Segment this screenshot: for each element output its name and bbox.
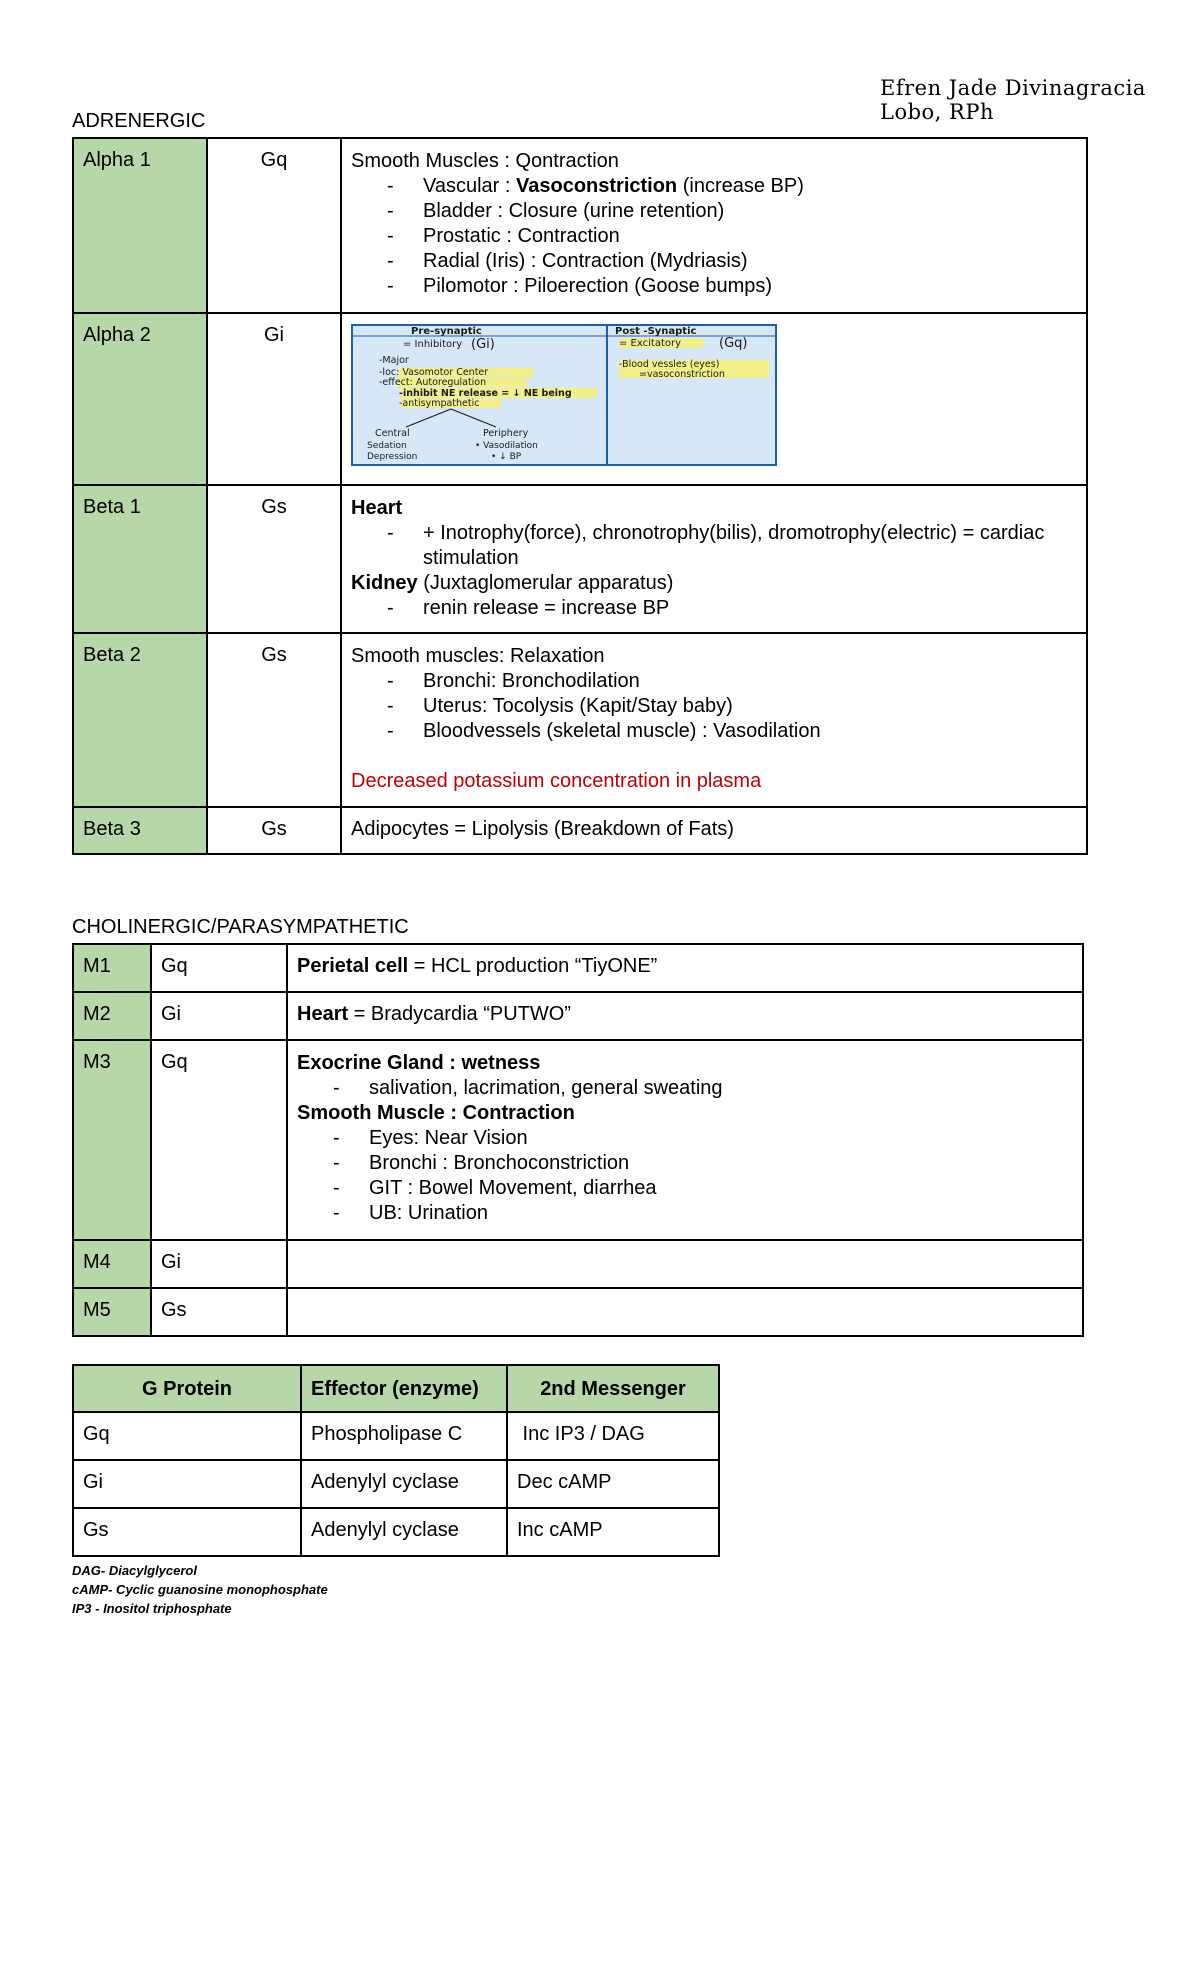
smooth-muscle-list xyxy=(297,1126,1073,1226)
receptor-cell: Alpha 1 xyxy=(73,138,207,313)
heart-list xyxy=(351,521,1077,571)
beta2-list xyxy=(351,669,1077,744)
effect-cell xyxy=(341,485,1087,633)
table-row xyxy=(73,1412,719,1460)
column-header: Effector (enzyme) xyxy=(301,1365,507,1412)
gprotein-table xyxy=(72,1364,720,1557)
cholinergic-table xyxy=(72,943,1084,1337)
effect-cell: Perietal cell = HCL production “TiyONE” xyxy=(287,944,1083,992)
table-row xyxy=(73,1288,1083,1336)
alpha2-diagram-cell xyxy=(341,313,1087,485)
footnote: DAG- Diacylglycerol xyxy=(72,1563,197,1578)
heart-heading: Heart xyxy=(351,497,403,519)
sedation-label: Sedation xyxy=(367,441,407,451)
protein-cell: Gq xyxy=(151,1040,287,1240)
table-cell: Phospholipase C xyxy=(301,1412,507,1460)
receptor-cell: M4 xyxy=(73,1240,151,1288)
table-cell: Gi xyxy=(73,1460,301,1508)
alpha2-diagram xyxy=(351,324,777,466)
table-cell: Gq xyxy=(73,1412,301,1460)
kidney-heading: Kidney (Juxtaglomerular apparatus) xyxy=(351,572,674,594)
periphery-label: Periphery xyxy=(483,428,529,439)
receptor-cell: M3 xyxy=(73,1040,151,1240)
footnote: cAMP- Cyclic guanosine monophosphate xyxy=(72,1582,328,1597)
pre-anti: -antisympathetic xyxy=(399,398,480,409)
table-row xyxy=(73,992,1083,1040)
table-row xyxy=(73,138,1087,313)
list-item: - Uterus: Tocolysis (Kapit/Stay baby) xyxy=(387,694,1077,719)
table-cell: Dec cAMP xyxy=(507,1460,719,1508)
list-item: - Vascular : Vasoconstriction (increase BP) xyxy=(387,174,1077,199)
protein-cell: Gs xyxy=(151,1288,287,1336)
receptor-cell: Beta 3 xyxy=(73,807,207,854)
table-row xyxy=(73,1240,1083,1288)
pre-synaptic-title: Pre-synaptic xyxy=(411,326,482,337)
protein-cell: Gs xyxy=(207,807,341,854)
post-vaso: =vasoconstriction xyxy=(639,369,725,380)
alpha1-list xyxy=(351,174,1077,299)
pre-major: -Major xyxy=(379,355,409,366)
table-row xyxy=(73,1460,719,1508)
list-item: - + Inotrophy(force), chronotrophy(bilis), dromotrophy(electric) = cardiac stimulation xyxy=(387,521,1077,571)
pre-inhibitory: = Inhibitory xyxy=(403,339,463,350)
list-item: - Prostatic : Contraction xyxy=(387,224,1077,249)
footnote: IP3 - Inositol triphosphate xyxy=(72,1601,232,1616)
table-header-row xyxy=(73,1365,719,1412)
effect-cell xyxy=(341,633,1087,807)
list-item: - GIT : Bowel Movement, diarrhea xyxy=(333,1176,1073,1201)
protein-cell: Gi xyxy=(207,313,341,485)
exocrine-list xyxy=(297,1076,1073,1101)
column-header: 2nd Messenger xyxy=(507,1365,719,1412)
receptor-cell: Beta 1 xyxy=(73,485,207,633)
effect-cell xyxy=(287,1288,1083,1336)
vasodilation-label: • Vasodilation xyxy=(475,441,538,451)
receptor-cell: M2 xyxy=(73,992,151,1040)
list-item: - renin release = increase BP xyxy=(387,596,1077,621)
beta2-heading: Smooth muscles: Relaxation xyxy=(351,645,605,667)
depression-label: Depression xyxy=(367,452,418,462)
list-item: - Radial (Iris) : Contraction (Mydriasis) xyxy=(387,249,1077,274)
list-item: - Bloodvessels (skeletal muscle) : Vasodilation xyxy=(387,719,1077,744)
table-cell: Adenylyl cyclase xyxy=(301,1508,507,1556)
post-excitatory: = Excitatory xyxy=(619,338,682,349)
table-cell: Inc cAMP xyxy=(507,1508,719,1556)
table-cell: Gs xyxy=(73,1508,301,1556)
pre-loc: -loc: Vasomotor Center xyxy=(379,367,489,378)
receptor-cell: M5 xyxy=(73,1288,151,1336)
protein-cell: Gi xyxy=(151,1240,287,1288)
adrenergic-title: ADRENERGIC xyxy=(72,110,206,132)
pre-effect: -effect: Autoregulation xyxy=(379,377,487,388)
pre-inhibit: -inhibit NE release = ↓ NE being xyxy=(399,388,572,399)
protein-cell: Gq xyxy=(151,944,287,992)
table-row xyxy=(73,633,1087,807)
protein-cell: Gq xyxy=(207,138,341,313)
central-label: Central xyxy=(375,428,410,439)
beta2-note: Decreased potassium concentration in plasma xyxy=(351,770,762,792)
exocrine-heading: Exocrine Gland : wetness xyxy=(297,1052,541,1074)
protein-cell: Gs xyxy=(207,633,341,807)
table-row xyxy=(73,944,1083,992)
effect-cell: Adipocytes = Lipolysis (Breakdown of Fats) xyxy=(341,807,1087,854)
effect-cell xyxy=(287,1240,1083,1288)
protein-cell: Gs xyxy=(207,485,341,633)
post-gq: (Gq) xyxy=(719,336,748,351)
table-cell: Adenylyl cyclase xyxy=(301,1460,507,1508)
list-item: - Bladder : Closure (urine retention) xyxy=(387,199,1077,224)
list-item: - Bronchi: Bronchodilation xyxy=(387,669,1077,694)
effect-cell xyxy=(341,138,1087,313)
effect-cell: Heart = Bradycardia “PUTWO” xyxy=(287,992,1083,1040)
list-item: - salivation, lacrimation, general sweating xyxy=(333,1076,1073,1101)
table-row xyxy=(73,485,1087,633)
table-cell: Inc IP3 / DAG xyxy=(507,1412,719,1460)
cholinergic-title: CHOLINERGIC/PARASYMPATHETIC xyxy=(72,916,409,938)
pre-gi: (Gi) xyxy=(471,337,495,352)
protein-cell: Gi xyxy=(151,992,287,1040)
list-item: - Bronchi : Bronchoconstriction xyxy=(333,1151,1073,1176)
kidney-list xyxy=(351,596,1077,621)
alpha1-heading: Smooth Muscles : Qontraction xyxy=(351,150,619,172)
effect-cell xyxy=(287,1040,1083,1240)
table-row xyxy=(73,807,1087,854)
table-row xyxy=(73,1508,719,1556)
author-name: Efren Jade Divinagracia Lobo, RPh xyxy=(880,76,1146,124)
table-row xyxy=(73,1040,1083,1240)
column-header: G Protein xyxy=(73,1365,301,1412)
receptor-cell: M1 xyxy=(73,944,151,992)
receptor-cell: Beta 2 xyxy=(73,633,207,807)
table-row xyxy=(73,313,1087,485)
dec-bp-label: • ↓ BP xyxy=(491,452,522,462)
list-item: - Pilomotor : Piloerection (Goose bumps) xyxy=(387,274,1077,299)
list-item: - UB: Urination xyxy=(333,1201,1073,1226)
list-item: - Eyes: Near Vision xyxy=(333,1126,1073,1151)
smooth-muscle-heading: Smooth Muscle : Contraction xyxy=(297,1102,575,1124)
post-synaptic-title: Post -Synaptic xyxy=(615,326,697,337)
post-blood: -Blood vessles (eyes) xyxy=(619,359,720,370)
adrenergic-table xyxy=(72,137,1088,855)
receptor-cell: Alpha 2 xyxy=(73,313,207,485)
